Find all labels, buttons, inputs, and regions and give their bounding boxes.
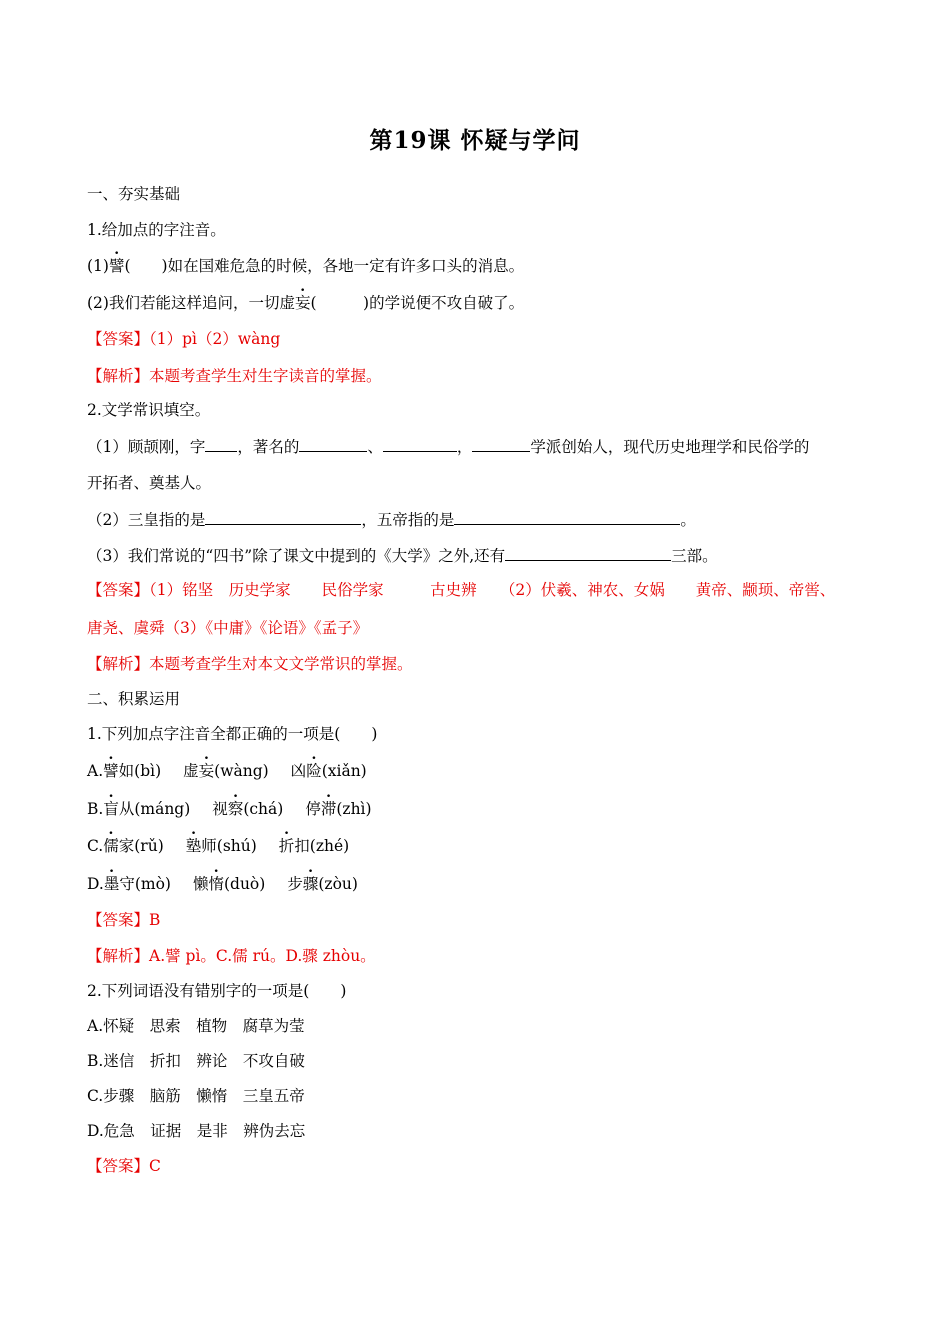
text-segment: 家(rǔ)	[118, 837, 164, 855]
text-segment: 守(mò)	[119, 875, 171, 893]
dotted-character: 譬	[103, 762, 119, 780]
question-2-line-3	[87, 509, 696, 530]
question-1-item-2	[87, 293, 524, 313]
question-1-answer: 【答案】（1）pì（2）wàng	[87, 330, 281, 348]
text-segment: 学派创始人，现代历史地理学和民俗学的	[530, 438, 810, 456]
dotted-character: 滞	[320, 800, 337, 818]
question-3-option-a	[87, 761, 367, 781]
text-segment: 扣(zhé)	[294, 837, 350, 855]
question-3-answer: 【答案】B	[87, 911, 161, 929]
dotted-character: 盲	[103, 800, 119, 818]
dotted-character: 险	[306, 762, 322, 780]
text-segment: 、	[367, 438, 383, 456]
question-4-option-c: C.步骤 脑筋 懒惰 三皇五帝	[87, 1087, 305, 1105]
question-4-answer: 【答案】C	[87, 1157, 161, 1175]
question-2-stem: 2.文学常识填空。	[87, 401, 211, 419]
question-3-option-b	[87, 799, 372, 819]
text-segment: 懒	[192, 875, 209, 893]
section-heading-application: 二、积累运用	[87, 690, 181, 708]
text-segment: 停	[305, 800, 321, 818]
text-segment: ，著名的	[237, 438, 300, 456]
dotted-character: 妄	[294, 294, 311, 312]
text-segment: （3）我们常说的“四书”除了课文中提到的《大学》之外,还有	[87, 547, 506, 565]
question-4-option-d: D.危急 证据 是非 辨伪去忘	[87, 1122, 306, 1140]
item-prefix: (1)	[87, 257, 109, 275]
text-segment: 如(bì)	[118, 762, 162, 780]
question-1-analysis: 【解析】本题考查学生对生字读音的掌握。	[87, 367, 382, 385]
question-4-stem: 2.下列词语没有错别字的一项是( )	[87, 982, 347, 1000]
text-segment: 虚	[183, 762, 199, 780]
question-3-option-c	[87, 836, 349, 856]
text-segment: 凶	[290, 762, 307, 780]
fill-blank	[472, 436, 530, 452]
dotted-character: 塾	[185, 837, 202, 855]
question-2-line-2: 开拓者、奠基人。	[87, 474, 212, 492]
text-segment: (zhì)	[336, 800, 372, 818]
text-segment: (zòu)	[318, 875, 358, 893]
dotted-character: 墨	[103, 875, 120, 893]
fill-blank	[299, 436, 367, 452]
question-1-item-1	[87, 256, 524, 276]
text-segment: 视	[212, 800, 228, 818]
item-text: ( )的学说便不攻自破了。	[310, 294, 525, 312]
dotted-character: 譬	[108, 257, 125, 275]
dotted-character: 折	[278, 837, 295, 855]
text-segment: 。	[680, 511, 696, 529]
text-segment: (duò)	[223, 875, 266, 893]
question-1-stem: 1.给加点的字注音。	[87, 221, 226, 239]
text-segment: （2）三皇指的是	[87, 511, 206, 529]
page-title: 第19课 怀疑与学问	[369, 127, 581, 154]
section-heading-basics: 一、夯实基础	[87, 185, 181, 203]
question-2-answer-line-2: 唐尧、虞舜（3）《中庸》《论语》《孟子》	[87, 619, 369, 637]
question-3-analysis: 【解析】A.譬 pì。C.儒 rú。D.骤 zhòu。	[87, 947, 376, 965]
text-segment: (chá)	[243, 800, 284, 818]
text-segment: ，	[456, 438, 473, 456]
fill-blank	[205, 436, 237, 452]
option-label: C.	[87, 837, 104, 855]
dotted-character: 儒	[103, 837, 119, 855]
text-segment: 师(shú)	[201, 837, 257, 855]
question-4-option-b: B.迷信 折扣 辨论 不攻自破	[87, 1052, 305, 1070]
dotted-character: 惰	[208, 875, 224, 893]
text-segment: 三部。	[671, 547, 718, 565]
fill-blank	[454, 509, 680, 525]
question-3-option-d	[87, 874, 358, 894]
item-text: ( )如在国难危急的时候，各地一定有许多口头的消息。	[124, 257, 525, 275]
fill-blank	[505, 545, 671, 561]
text-segment: (xiǎn)	[321, 762, 367, 780]
text-segment: 从(máng)	[118, 800, 191, 818]
dotted-character: 妄	[198, 762, 215, 780]
question-2-line-1	[87, 436, 809, 457]
option-label: D.	[87, 875, 104, 893]
option-label: B.	[87, 800, 104, 818]
item-prefix: (2)我们若能这样追问，一切虚	[87, 294, 295, 312]
text-segment: 步	[287, 875, 303, 893]
dotted-character: 骤	[302, 875, 319, 893]
fill-blank	[383, 436, 457, 452]
fill-blank	[205, 509, 361, 525]
question-3-stem: 1.下列加点字注音全都正确的一项是( )	[87, 725, 378, 743]
text-segment: (wàng)	[214, 762, 269, 780]
question-2-answer-line-1: 【答案】（1）铭坚 历史学家 民俗学家 古史辨 （2）伏羲、神农、女娲 黄帝、颛顼、帝喾、	[87, 581, 836, 599]
question-2-line-4	[87, 545, 718, 566]
question-2-analysis: 【解析】本题考查学生对本文文学常识的掌握。	[87, 655, 413, 673]
question-4-option-a: A.怀疑 思索 植物 腐草为莹	[87, 1017, 305, 1035]
option-label: A.	[87, 762, 104, 780]
text-segment: ，五帝指的是	[361, 511, 455, 529]
dotted-character: 察	[227, 800, 244, 818]
text-segment: （1）顾颉刚，字	[87, 438, 206, 456]
